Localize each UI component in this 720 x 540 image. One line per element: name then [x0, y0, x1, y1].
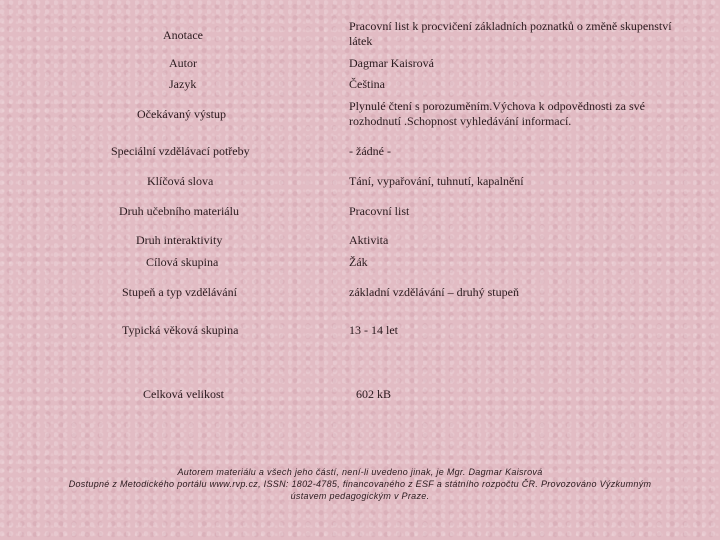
label-druh-materialu: Druh učebního materiálu	[119, 204, 239, 218]
copyright-footer	[40, 466, 680, 502]
footer-line-author: Autorem materiálu a všech jeho částí, není-li uvedeno jinak, je Mgr. Dagmar Kaisrová	[177, 467, 543, 477]
value-celkova-velikost: 602 kB	[356, 387, 392, 401]
value-druh-materialu: Pracovní list	[349, 204, 410, 218]
label-specialni-potreby: Speciální vzdělávací potřeby	[111, 144, 250, 158]
label-cilova-skupina: Cílová skupina	[146, 255, 219, 269]
label-vekova-skupina: Typická věková skupina	[122, 323, 239, 337]
value-druh-interaktivity: Aktivita	[349, 233, 389, 247]
label-autor: Autor	[169, 56, 197, 70]
value-specialni-potreby: - žádné -	[349, 144, 391, 158]
label-celkova-velikost: Celková velikost	[143, 387, 224, 401]
label-jazyk: Jazyk	[169, 77, 197, 91]
value-anotace: Pracovní list k procvičení základních poznatků o změně skupenství látek	[349, 19, 672, 48]
footer-line-institute: ústavem pedagogickým v Praze.	[290, 491, 430, 501]
label-druh-interaktivity: Druh interaktivity	[136, 233, 223, 247]
label-ocekavany-vystup: Očekávaný výstup	[137, 107, 226, 121]
value-klicova-slova: Tání, vypařování, tuhnutí, kapalnění	[349, 174, 524, 188]
value-stupen-typ: základní vzdělávání – druhý stupeň	[349, 285, 519, 299]
label-stupen-typ: Stupeň a typ vzdělávání	[122, 285, 237, 299]
label-anotace: Anotace	[163, 28, 203, 42]
value-jazyk: Čeština	[349, 77, 385, 91]
label-klicova-slova: Klíčová slova	[147, 174, 214, 188]
value-autor: Dagmar Kaisrová	[349, 56, 434, 70]
value-cilova-skupina: Žák	[349, 255, 368, 269]
value-ocekavany-vystup: Plynulé čtení s porozuměním.Výchova k odpovědnosti za své rozhodnutí .Schopnost vyhledávání informací.	[349, 99, 645, 128]
value-vekova-skupina: 13 - 14 let	[349, 323, 398, 337]
footer-line-portal: Dostupné z Metodického portálu www.rvp.cz, ISSN: 1802-4785, financovaného z ESF a státního rozpočtu ČR. Provozováno Výzkumným	[68, 479, 652, 489]
